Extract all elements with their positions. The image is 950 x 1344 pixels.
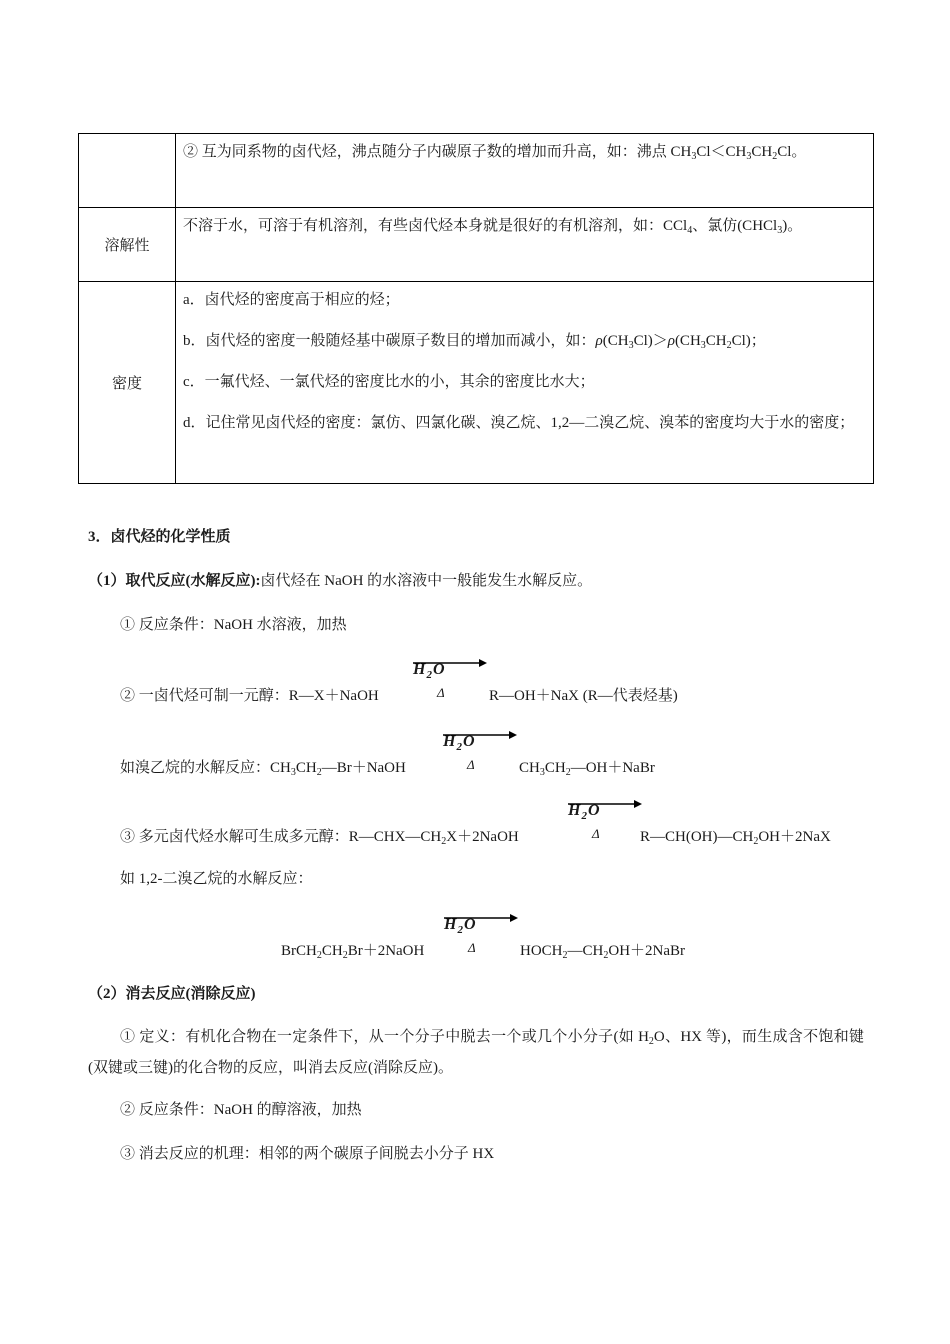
elimination-mechanism: ③ 消去反应的机理：相邻的两个碳原子间脱去小分子 HX (120, 1146, 495, 1162)
density-cell (176, 282, 874, 484)
equation-1-lhs: ② 一卤代烃可制一元醇：R—X＋NaOH (120, 688, 379, 704)
elimination-definition: ① 定义：有机化合物在一定条件下，从一个分子中脱去一个或几个小分子(如 $H_2O$、HX 等)，而生成含不饱和键(双键或三键)的化合物的反应，叫消去反应(消除反应)。 (88, 1029, 864, 1076)
substitution-title: （1）取代反应(水解反应):卤代烃在 NaOH 的水溶液中一般能发生水解反应。 (88, 573, 593, 589)
solubility-label: 溶解性 (79, 208, 176, 282)
equation-4-lhs: $BrCH_2CH_2Br+2NaOH$ (281, 943, 425, 961)
equation-2-lhs: 如溴乙烷的水解反应：$CH_3CH_2—Br+NaOH$ (120, 760, 406, 778)
reaction-arrow-condition: $H_2O$ Δ (568, 803, 600, 819)
reaction-arrow-condition: $H_2O$ Δ (444, 917, 476, 933)
equation-4-intro: 如 1,2-二溴乙烷的水解反应： (120, 871, 313, 887)
table-row (79, 208, 874, 282)
density-item-a: a．卤代烃的密度高于相应的烃； (183, 292, 400, 308)
equation-3-lhs: ③ 多元卤代烃水解可生成多元醇：$R—CHX—CH_2X+2NaOH$ (120, 829, 519, 847)
density-item-d: d．记住常见卤代烃的密度：氯仿、四氯化碳、溴乙烷、1,2—二溴乙烷、溴苯的密度均大于水的密度； (183, 415, 855, 431)
arrow-icon (444, 912, 518, 922)
section-heading: 3．卤代烃的化学性质 (88, 529, 231, 545)
reaction-condition: ① 反应条件：NaOH 水溶液，加热 (120, 617, 347, 633)
boiling-point-cell: ② 互为同系物的卤代烃，沸点随分子内碳原子数的增加而升高，如：沸点 $CH_3Cl<CH_3CH_2Cl$。 (176, 134, 874, 208)
table-row (79, 134, 874, 208)
density-item-b: b．卤代烃的密度一般随烃基中碳原子数目的增加而减小，如：$\rho(CH_3Cl)>\rho(CH_3CH_2Cl)$； (183, 333, 766, 351)
reaction-arrow-condition: $H_2O$ Δ (443, 734, 475, 750)
elimination-condition: ② 反应条件：NaOH 的醇溶液，加热 (120, 1102, 362, 1118)
density-item-c: c．一氟代烃、一氯代烃的密度比水的小，其余的密度比水大； (183, 374, 595, 390)
arrow-icon (413, 657, 487, 667)
reaction-arrow-condition: $H_2O$ Δ (413, 662, 445, 678)
density-label: 密度 (79, 282, 176, 484)
equation-4-rhs: $HOCH_2—CH_2OH+2NaBr$ (520, 943, 686, 961)
equation-1-rhs: R—OH＋NaX (R—代表烃基) (489, 688, 678, 704)
elimination-title: （2）消去反应(消除反应) (88, 986, 256, 1002)
row-label (79, 134, 176, 208)
properties-table (78, 133, 874, 484)
arrow-icon (443, 729, 517, 739)
equation-2-rhs: $CH_3CH_2—OH+NaBr$ (519, 760, 655, 778)
arrow-icon (568, 798, 642, 808)
table-row (79, 282, 874, 484)
equation-3-rhs: $R—CH(OH)—CH_2OH+2NaX$ (640, 829, 831, 847)
solubility-cell: 不溶于水，可溶于有机溶剂，有些卤代烃本身就是很好的有机溶剂，如：CCl$_4$、氯仿(CHCl$_3$)。 (176, 208, 874, 282)
